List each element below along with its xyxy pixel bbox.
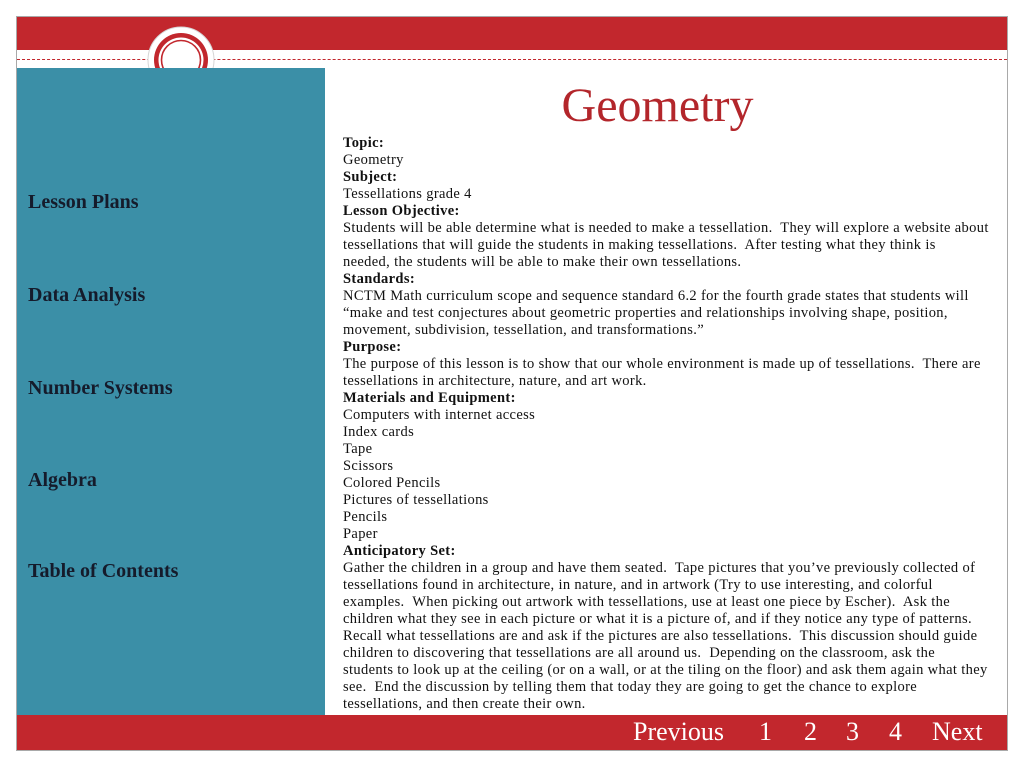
objective-heading: Lesson Objective: bbox=[343, 203, 460, 219]
anticipatory-line: Gather the children in a group and have them seated. Tape pictures that you’ve previously collected of bbox=[343, 560, 976, 576]
topic-heading: Topic: bbox=[343, 135, 385, 151]
sidebar-link-algebra[interactable]: Algebra bbox=[28, 469, 97, 491]
materials-item: Index cards bbox=[343, 424, 415, 440]
purpose-heading: Purpose: bbox=[343, 339, 402, 355]
anticipatory-line: students to look up at the ceiling (or on a wall, or at the tiling on the floor) and ask them again what they bbox=[343, 662, 988, 678]
materials-item: Pencils bbox=[343, 509, 388, 525]
sidebar-link-lesson-plans[interactable]: Lesson Plans bbox=[28, 191, 139, 213]
anticipatory-line: children what they see in each picture or what it is a picture of, and if they notice any type of patterns. bbox=[343, 611, 972, 627]
previous-button[interactable]: Previous bbox=[633, 717, 724, 746]
materials-item: Paper bbox=[343, 526, 378, 542]
anticipatory-line: examples. When picking out artwork with tessellations, use at least one piece by Escher). Ask the bbox=[343, 594, 950, 610]
subject-text: Tessellations grade 4 bbox=[343, 186, 472, 202]
page-3-link[interactable]: 3 bbox=[846, 717, 859, 746]
materials-item: Pictures of tessellations bbox=[343, 492, 489, 508]
sidebar-link-data-analysis[interactable]: Data Analysis bbox=[28, 284, 146, 306]
anticipatory-line: see. End the discussion by telling them that today they are going to get the chance to explore bbox=[343, 679, 918, 695]
materials-item: Computers with internet access bbox=[343, 407, 536, 423]
standards-line: NCTM Math curriculum scope and sequence standard 6.2 for the fourth grade states that students will bbox=[343, 288, 969, 304]
topic-text: Geometry bbox=[343, 152, 404, 168]
purpose-line: The purpose of this lesson is to show that our whole environment is made up of tessellations. There are bbox=[343, 356, 981, 372]
bottom-band bbox=[17, 715, 1007, 750]
objective-line: needed, the students will be able to make their own tessellations. bbox=[343, 254, 742, 270]
materials-item: Tape bbox=[343, 441, 373, 457]
objective-line: tessellations that will guide the students in making tessellations. After testing what they think is bbox=[343, 237, 936, 253]
anticipatory-line: children to discovering that tessellations are all around us. Depending on the classroom, ask the bbox=[343, 645, 936, 661]
page-4-link[interactable]: 4 bbox=[889, 717, 902, 746]
purpose-line: tessellations in architecture, nature, and art work. bbox=[343, 373, 647, 389]
sidebar-link-table-of-contents[interactable]: Table of Contents bbox=[28, 560, 179, 582]
sidebar-link-number-systems[interactable]: Number Systems bbox=[28, 377, 173, 399]
objective-line: Students will be able determine what is needed to make a tessellation. They will explore a website about bbox=[343, 220, 989, 236]
anticipatory-line: Recall what tessellations are and ask if the pictures are also tessellations. This discussion should guide bbox=[343, 628, 978, 644]
sidebar bbox=[17, 68, 325, 715]
anticipatory-line: tessellations found in architecture, in nature, and in artwork (Try to use interesting, and colorful bbox=[343, 577, 933, 593]
standards-line: “make and test conjectures about geometric properties and relationships involving shape, position, bbox=[343, 305, 948, 321]
materials-heading: Materials and Equipment: bbox=[343, 390, 516, 406]
standards-line: movement, subdivision, tessellation, and transformations.” bbox=[343, 322, 704, 338]
subject-heading: Subject: bbox=[343, 169, 398, 185]
slide-title: Geometry bbox=[561, 79, 754, 132]
anticipatory-heading: Anticipatory Set: bbox=[343, 543, 456, 559]
materials-item: Colored Pencils bbox=[343, 475, 441, 491]
lesson-details bbox=[343, 135, 1003, 713]
page-1-link[interactable]: 1 bbox=[759, 717, 772, 746]
standards-heading: Standards: bbox=[343, 271, 415, 287]
next-button[interactable]: Next bbox=[932, 717, 983, 746]
page-2-link[interactable]: 2 bbox=[804, 717, 817, 746]
anticipatory-line: tessellations, and then create their own. bbox=[343, 696, 586, 712]
materials-item: Scissors bbox=[343, 458, 394, 474]
